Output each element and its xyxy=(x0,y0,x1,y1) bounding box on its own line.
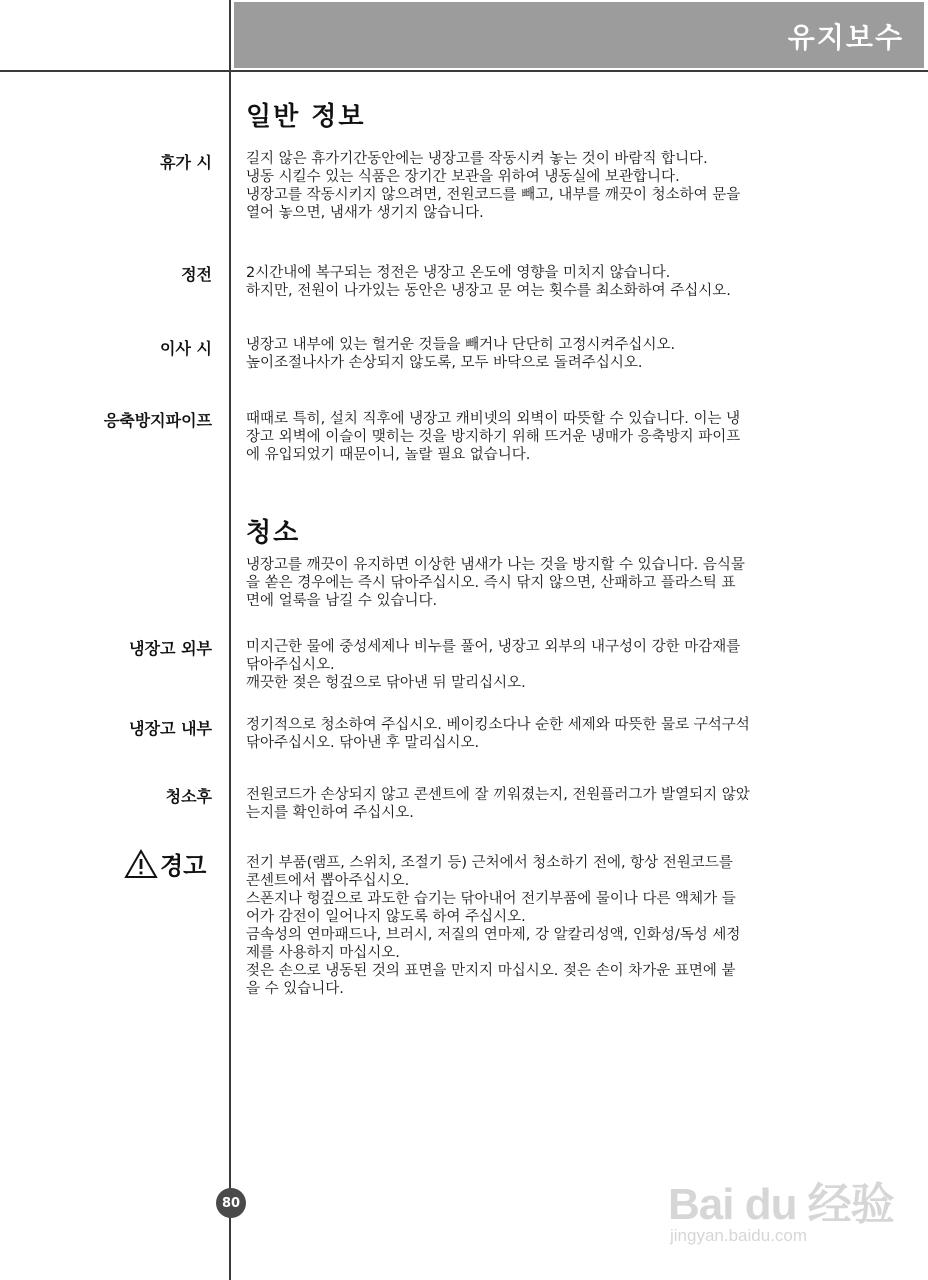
watermark xyxy=(668,1148,898,1268)
label-anti-condensation-pipe: 응축방지파이프 xyxy=(103,411,212,430)
text-line: 냉동 시킬수 있는 식품은 장기간 보관을 위하여 냉동실에 보관합니다. xyxy=(246,169,680,185)
label-vacation: 휴가 시 xyxy=(160,153,212,172)
text-line: 때때로 특히, 설치 직후에 냉장고 캐비넷의 외벽이 따뜻할 수 있습니다. 이는 냉 xyxy=(246,411,741,427)
text-warning xyxy=(246,854,846,998)
text-line: 길지 않은 휴가기간동안에는 냉장고를 작동시켜 놓는 것이 바람직 합니다. xyxy=(246,151,708,167)
text-line: 을 쏟은 경우에는 즉시 닦아주십시오. 즉시 닦지 않으면, 산패하고 플라스틱 표 xyxy=(246,575,736,591)
page-header xyxy=(234,2,924,68)
text-line: 콘센트에서 뽑아주십시오. xyxy=(246,873,410,889)
text-line: 깨끗한 젖은 헝겊으로 닦아낸 뒤 말리십시오. xyxy=(246,675,526,691)
section-title-cleaning: 청소 xyxy=(246,518,301,548)
watermark-logo: Bai du 经验 xyxy=(668,1180,894,1229)
text-line: 열어 놓으면, 냄새가 생기지 않습니다. xyxy=(246,205,484,221)
text-line: 젖은 손으로 냉동된 것의 표면을 만지지 마십시오. 젖은 손이 차가운 표면에 붙 xyxy=(246,963,736,979)
text-line: 높이조절나사가 손상되지 않도록, 모두 바닥으로 돌려주십시오. xyxy=(246,355,643,371)
label-after-cleaning: 청소후 xyxy=(165,787,212,806)
text-line: 닦아주십시오. 닦아낸 후 말리십시오. xyxy=(246,735,480,751)
text-power-outage xyxy=(246,264,846,300)
text-line: 전원코드가 손상되지 않고 콘센트에 잘 끼워졌는지, 전원플러그가 발열되지 않았 xyxy=(246,787,750,803)
text-line: 미지근한 물에 중성세제나 비누를 풀어, 냉장고 외부의 내구성이 강한 마감재를 xyxy=(246,639,741,655)
text-line: 2시간내에 복구되는 정전은 냉장고 온도에 영향을 미치지 않습니다. xyxy=(246,265,671,281)
text-line: 금속성의 연마패드나, 브러시, 저질의 연마제, 강 알칼리성액, 인화성/독성 세정 xyxy=(246,927,741,943)
text-line: 장고 외벽에 이슬이 맺히는 것을 방지하기 위해 뜨거운 냉매가 응축방지 파이프 xyxy=(246,429,741,445)
text-line: 제를 사용하지 마십시오. xyxy=(246,945,400,961)
page-title: 유지보수 xyxy=(787,21,904,54)
text-vacation xyxy=(246,150,846,222)
text-line: 을 수 있습니다. xyxy=(246,981,344,997)
text-line: 에 유입되었기 때문이니, 놀랄 필요 없습니다. xyxy=(246,447,531,463)
watermark-url: jingyan.baidu.com xyxy=(670,1226,808,1245)
vertical-divider xyxy=(229,0,231,1280)
text-line: 스폰지나 헝겊으로 과도한 습기는 닦아내어 전기부품에 물이나 다른 액체가 들 xyxy=(246,891,736,907)
text-line: 전기 부품(램프, 스위치, 조절기 등) 근처에서 청소하기 전에, 항상 전원코드를 xyxy=(246,855,733,871)
warning-label-text: 경고 xyxy=(160,852,207,880)
label-exterior: 냉장고 외부 xyxy=(129,639,212,658)
text-cleaning-intro xyxy=(246,556,846,610)
text-interior xyxy=(246,716,846,752)
text-after-cleaning xyxy=(246,786,846,822)
text-line: 정기적으로 청소하여 주십시오. 베이킹소다나 순한 세제와 따뜻한 물로 구석구석 xyxy=(246,717,750,733)
horizontal-divider xyxy=(0,70,928,72)
text-line: 닦아주십시오. xyxy=(246,657,335,673)
page-number: 80 xyxy=(216,1188,246,1218)
text-line: 면에 얼룩을 남길 수 있습니다. xyxy=(246,593,438,609)
warning-label xyxy=(124,846,206,881)
text-line: 는지를 확인하여 주십시오. xyxy=(246,805,414,821)
text-moving xyxy=(246,336,846,372)
label-power-outage: 정전 xyxy=(181,265,212,284)
text-line: 어가 감전이 일어나지 않도록 하여 주십시오. xyxy=(246,909,526,925)
warning-triangle-icon xyxy=(124,849,158,879)
text-exterior xyxy=(246,638,846,692)
text-line: 냉장고 내부에 있는 헐거운 것들을 빼거나 단단히 고정시켜주십시오. xyxy=(246,337,676,353)
text-line: 냉장고를 깨끗이 유지하면 이상한 냄새가 나는 것을 방지할 수 있습니다. 음식물 xyxy=(246,557,745,573)
section-title-general: 일반 정보 xyxy=(246,102,366,132)
text-line: 하지만, 전원이 나가있는 동안은 냉장고 문 여는 횟수를 최소화하여 주십시오. xyxy=(246,283,731,299)
text-anti-condensation-pipe xyxy=(246,410,846,464)
label-moving: 이사 시 xyxy=(160,339,212,358)
text-line: 냉장고를 작동시키지 않으려면, 전원코드를 빼고, 내부를 깨끗이 청소하여 문을 xyxy=(246,187,741,203)
label-interior: 냉장고 내부 xyxy=(129,719,212,738)
